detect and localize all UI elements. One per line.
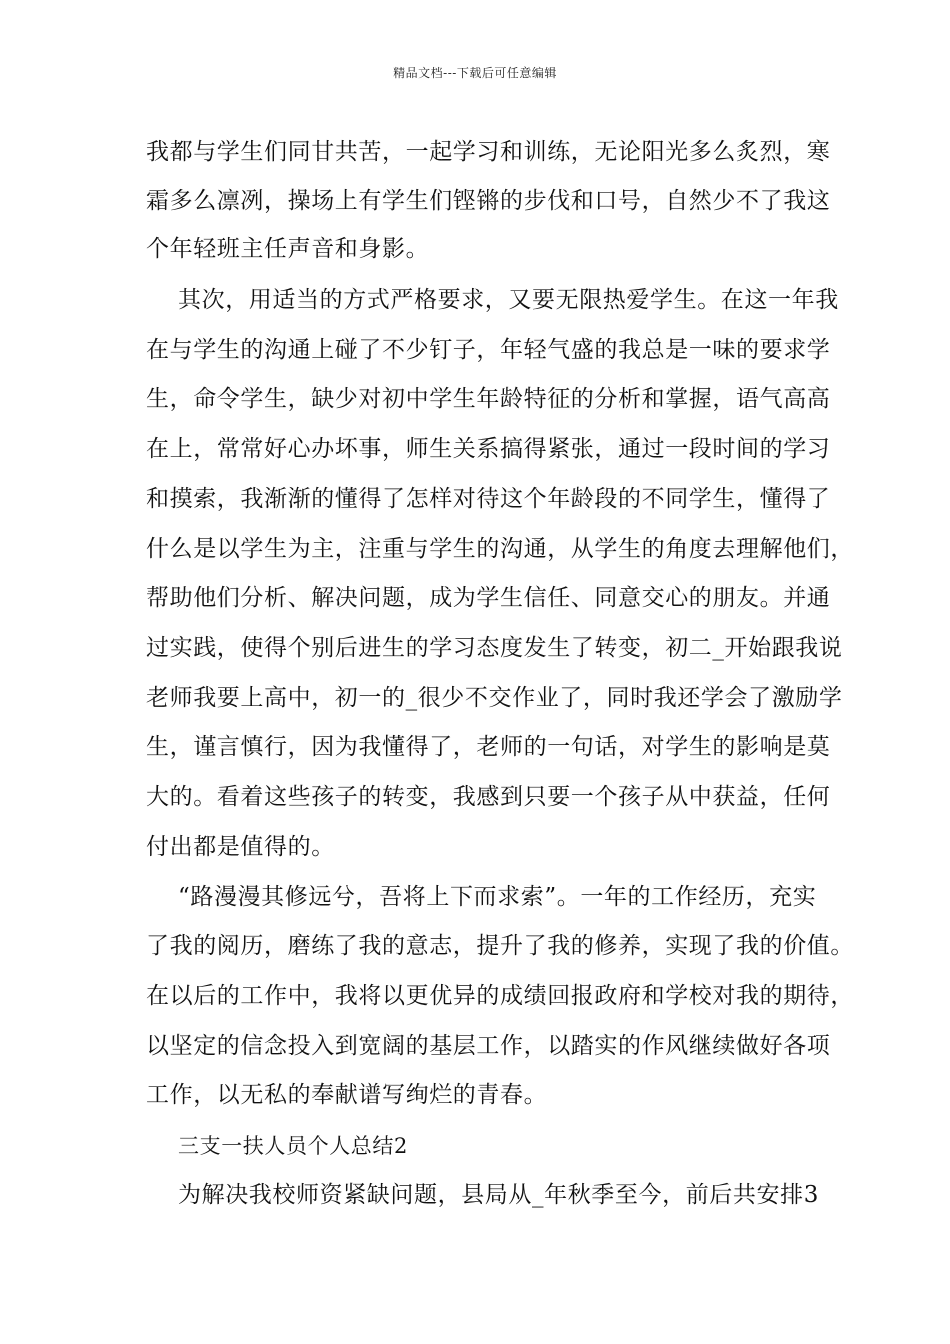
text-line: “路漫漫其修远兮，吾将上下而求索”。一年的工作经历，充实 [178, 884, 817, 910]
text-line: 了我的阅历，磨练了我的意志，提升了我的修养，实现了我的价值。 [146, 933, 854, 959]
text-line: 在以后的工作中，我将以更优异的成绩回报政府和学校对我的期待， [146, 983, 854, 1009]
text-line: 个年轻班主任声音和身影。 [146, 236, 430, 262]
text-line: 霜多么凛冽，操场上有学生们铿锵的步伐和口号，自然少不了我这 [146, 188, 831, 214]
text-line: 生，命令学生，缺少对初中学生年龄特征的分析和掌握，语气高高 [146, 386, 831, 412]
text-line: 其次，用适当的方式严格要求，又要无限热爱学生。在这一年我 [178, 287, 839, 313]
page-header: 精品文档---下载后可任意编辑 [393, 66, 557, 80]
text-line: 老师我要上高中，初一的_很少不交作业了，同时我还学会了激励学 [146, 685, 843, 711]
text-line: 我都与学生们同甘共苦，一起学习和训练，无论阳光多么炙烈，寒 [146, 139, 831, 165]
text-line: 在与学生的沟通上碰了不少钉子，年轻气盛的我总是一味的要求学 [146, 337, 831, 363]
text-line: 为解决我校师资紧缺问题，县局从_年秋季至今，前后共安排3 [178, 1182, 819, 1208]
text-line: 大的。看着这些孩子的转变，我感到只要一个孩子从中获益，任何 [146, 784, 831, 810]
text-line: 生，谨言慎行，因为我懂得了，老师的一句话，对学生的影响是莫 [146, 734, 831, 760]
text-line: 在上，常常好心办坏事，师生关系搞得紧张，通过一段时间的学习 [146, 436, 831, 462]
text-line: 付出都是值得的。 [146, 834, 335, 860]
section-heading: 三支一扶人员个人总结2 [178, 1134, 408, 1158]
text-line: 和摸索，我渐渐的懂得了怎样对待这个年龄段的不同学生，懂得了 [146, 486, 831, 512]
text-line: 过实践，使得个别后进生的学习态度发生了转变，初二_开始跟我说 [146, 635, 843, 661]
text-line: 什么是以学生为主，注重与学生的沟通，从学生的角度去理解他们， [146, 536, 854, 562]
text-line: 以坚定的信念投入到宽阔的基层工作，以踏实的作风继续做好各项 [146, 1033, 831, 1059]
text-line: 帮助他们分析、解决问题，成为学生信任、同意交心的朋友。并通 [146, 585, 831, 611]
text-line: 工作，以无私的奉献谱写绚烂的青春。 [146, 1082, 548, 1108]
